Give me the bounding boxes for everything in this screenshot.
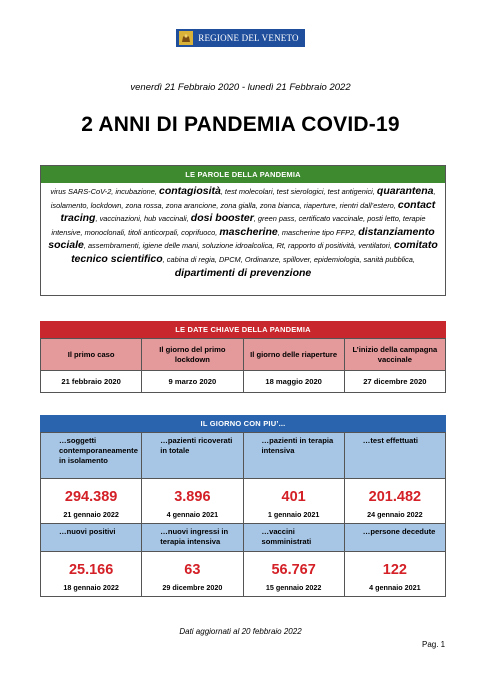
peak-date: 1 gennaio 2021 (243, 505, 344, 524)
peak-value: 122 (344, 552, 445, 579)
word-bold: dosi booster (190, 212, 254, 225)
peak-value: 401 (243, 479, 344, 506)
peak-value: 56.767 (243, 552, 344, 579)
peak-date: 18 gennaio 2022 (41, 578, 142, 597)
peak-date: 15 gennaio 2022 (243, 578, 344, 597)
peak-date: 4 gennaio 2021 (142, 505, 243, 524)
page-number: Pag. 1 (422, 640, 446, 649)
key-date-value: 27 dicembre 2020 (344, 371, 445, 393)
peak-date: 21 gennaio 2022 (41, 505, 142, 524)
lion-emblem-icon (179, 31, 193, 45)
words-heading: LE PAROLE DELLA PANDEMIA (41, 166, 445, 183)
word-bold: contact tracing (60, 198, 436, 225)
peak-value: 25.166 (41, 552, 142, 579)
words-text (41, 183, 445, 280)
peak-label: …pazienti in terapia intensiva (243, 433, 344, 479)
regione-veneto-logo (176, 29, 304, 47)
words-box (40, 165, 446, 296)
word-text: , vaccinazioni, hub vaccinali, (95, 214, 191, 224)
peak-label: …persone decedute (344, 524, 445, 552)
peak-label: …soggetti contemporaneamente in isolamento (41, 433, 142, 479)
peak-table (40, 432, 446, 597)
word-text: , cabina di regia, DPCM, Ordinanze, spillover, epidemiologia, sanità pubblica, (162, 254, 415, 264)
logo-area (0, 29, 481, 50)
peak-heading: IL GIORNO CON PIU’... (40, 415, 446, 432)
word-text: , test molecolari, test sierologici, test antigenici, (220, 187, 377, 196)
peak-value: 201.482 (344, 479, 445, 506)
peak-label: …nuovi ingressi in terapia intensiva (142, 524, 243, 552)
peak-date: 24 gennaio 2022 (344, 505, 445, 524)
date-range: venerdì 21 Febbraio 2020 - lunedì 21 Febbraio 2022 (130, 82, 351, 93)
key-date-label: Il primo caso (41, 339, 142, 371)
update-note: Dati aggiornati al 20 febbraio 2022 (179, 627, 302, 636)
peak-value: 63 (142, 552, 243, 579)
word-bold: quarantena (376, 185, 434, 197)
peak-label: …pazienti ricoverati in totale (142, 433, 243, 479)
key-date-value: 21 febbraio 2020 (41, 371, 142, 393)
word-bold: mascherine (219, 225, 278, 238)
key-dates-heading: LE DATE CHIAVE DELLA PANDEMIA (40, 321, 446, 338)
key-date-value: 18 maggio 2020 (243, 371, 344, 393)
word-text: , assembramenti, igiene delle mani, soluzione idroalcolica, Rt, rapporto di positività, ventilatori, (83, 241, 394, 251)
peak-date: 4 gennaio 2021 (344, 578, 445, 597)
peak-label: …nuovi positivi (41, 524, 142, 552)
word-text: virus SARS-CoV-2, incubazione, (50, 187, 159, 196)
key-date-label: L’inizio della campagna vaccinale (344, 339, 445, 371)
peak-value: 294.389 (41, 479, 142, 506)
key-dates-box (40, 321, 446, 393)
peak-date: 29 dicembre 2020 (142, 578, 243, 597)
peak-box (40, 415, 446, 597)
peak-label: …test effettuati (344, 433, 445, 479)
word-bold: distanziamento sociale (48, 225, 435, 252)
key-date-value: 9 marzo 2020 (142, 371, 243, 393)
word-text: , isolamento, lockdown, zona rossa, zona arancione, zona gialla, zona bianca, riaperture, rientri dall’estero, (50, 187, 436, 210)
page-title: 2 ANNI DI PANDEMIA COVID-19 (81, 113, 400, 136)
word-bold: dipartimenti di prevenzione (174, 266, 312, 279)
key-date-label: Il giorno delle riaperture (243, 339, 344, 371)
key-dates-table (40, 338, 446, 393)
word-text: , mascherine tipo FFP2, (277, 227, 359, 237)
word-bold: comitato tecnico scientifico (71, 239, 438, 265)
word-bold: contagiosità (158, 185, 221, 197)
key-date-label: Il giorno del primo lockdown (142, 339, 243, 371)
word-text: , green pass, certificato vaccinale, posti letto, terapie intensive, monoclonali, titoli anticorpali, coprifuoco, (51, 214, 426, 237)
peak-label: …vaccini somministrati (243, 524, 344, 552)
peak-value: 3.896 (142, 479, 243, 506)
logo-text: REGIONE DEL VENETO (198, 33, 299, 43)
